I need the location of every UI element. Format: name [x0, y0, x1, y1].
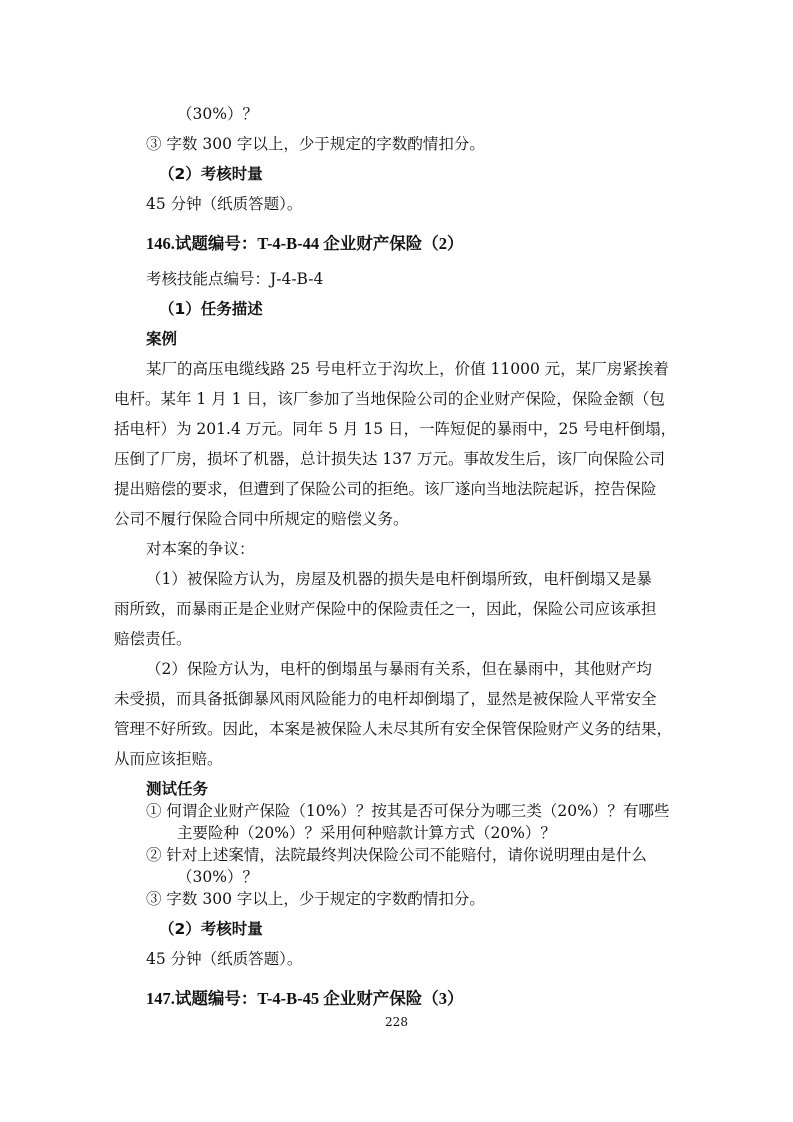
task-item-1-line: ① 何谓企业财产保险（10%）？按其是否可保分为哪三类（20%）？有哪些: [146, 802, 670, 820]
skill-point-code: 考核技能点编号：J-4-B-4: [146, 270, 324, 288]
dispute-intro: 对本案的争议：: [146, 540, 255, 558]
dispute-point-1-line: （1）被保险方认为，房屋及机器的损失是电杆倒塌所致，电杆倒塌又是暴: [146, 570, 652, 588]
task-item-2-line: ② 针对上述案情，法院最终判决保险公司不能赔付，请你说明理由是什么: [146, 846, 647, 864]
dispute-point-1-line: 雨所致，而暴雨正是企业财产保险中的保险责任之一，因此，保险公司应该承担: [114, 600, 657, 618]
question-heading-147: 147.试题编号：T-4-B-45 企业财产保险（3）: [146, 989, 464, 1008]
page-number: 228: [385, 1015, 408, 1029]
time-limit: 45 分钟（纸质答题）。: [146, 950, 303, 968]
section-heading-time: （2）考核时量: [159, 165, 263, 183]
dispute-point-2-line: （2）保险方认为，电杆的倒塌虽与暴雨有关系，但在暴雨中，其他财产均: [146, 660, 652, 678]
dispute-point-2-line: 管理不好所致。因此，本案是被保险人未尽其所有安全保管保险财产义务的结果，: [114, 720, 673, 738]
case-paragraph-line: 括电杆）为 201.4 万元。同年 5 月 15 日，一阵短促的暴雨中，25 号电杆倒塌，: [114, 420, 677, 438]
case-paragraph-line: 压倒了厂房，损坏了机器，总计损失达 137 万元。事故发生后，该厂向保险公司: [114, 450, 665, 468]
dispute-point-2-line: 从而应该拒赔。: [114, 750, 223, 768]
question-heading-146: 146.试题编号：T-4-B-44 企业财产保险（2）: [146, 234, 464, 253]
task-item-1-line: 主要险种（20%）？采用何种赔款计算方式（20%）？: [177, 824, 556, 842]
task-item-3: ③ 字数 300 字以上，少于规定的字数酌情扣分。: [146, 890, 485, 908]
dispute-point-1-line: 赔偿责任。: [114, 630, 192, 648]
case-paragraph-line: 电杆。某年 1 月 1 日，该厂参加了当地保险公司的企业财产保险，保险金额（包: [114, 390, 665, 408]
case-paragraph-line: 某厂的高压电缆线路 25 号电杆立于沟坎上，价值 11000 元，某厂房紧挨着: [146, 360, 669, 378]
section-heading-time: （2）考核时量: [159, 920, 263, 938]
item3-continuation: （30%）？: [177, 105, 258, 123]
case-heading: 案例: [146, 330, 178, 348]
dispute-point-2-line: 未受损，而具备抵御暴风雨风险能力的电杆却倒塌了，显然是被保险人平常安全: [114, 690, 657, 708]
case-paragraph-line: 提出赔偿的要求，但遭到了保险公司的拒绝。该厂遂向当地法院起诉，控告保险: [114, 480, 657, 498]
item3-word-count: ③ 字数 300 字以上，少于规定的字数酌情扣分。: [146, 135, 485, 153]
test-task-heading: 测试任务: [146, 780, 209, 798]
time-limit: 45 分钟（纸质答题）。: [146, 195, 303, 213]
task-item-2-line: （30%）？: [177, 868, 258, 886]
section-heading-task: （1）任务描述: [159, 300, 263, 318]
case-paragraph-line: 公司不履行保险合同中所规定的赔偿义务。: [114, 510, 409, 528]
